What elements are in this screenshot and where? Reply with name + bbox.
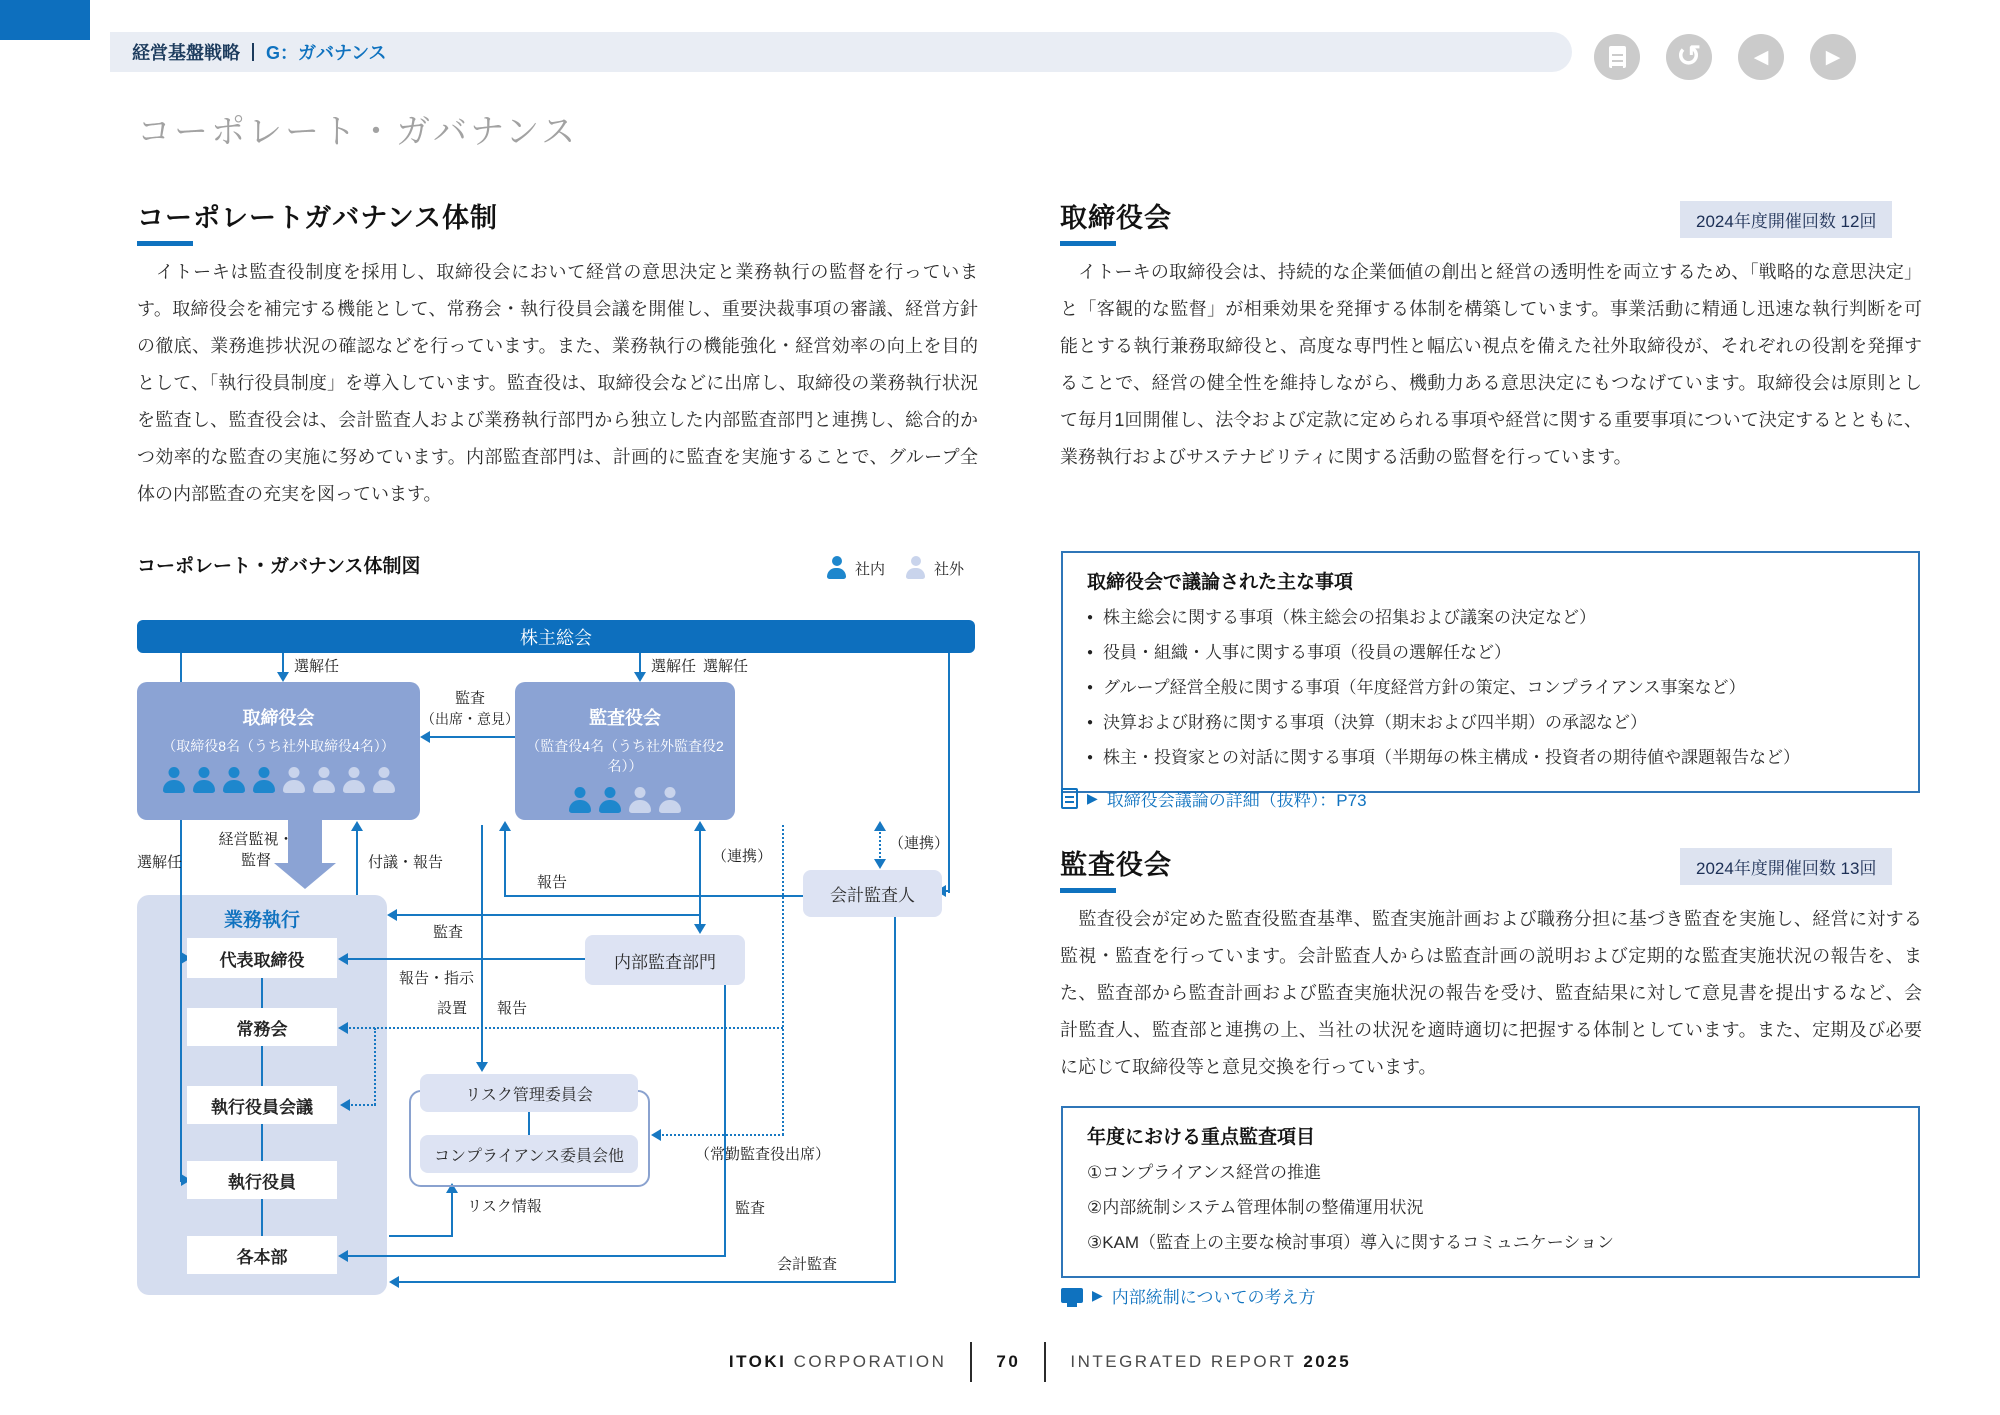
- footer-page-number: 70: [996, 1352, 1021, 1371]
- dashed-connector-line: [374, 1028, 376, 1105]
- footer-report-name: INTEGRATED REPORT: [1070, 1352, 1297, 1371]
- board-discussion-link[interactable]: [1061, 786, 1367, 811]
- report-label: 報告: [497, 1000, 528, 1017]
- breadcrumb: [110, 32, 1572, 72]
- link-arrow-icon: ▶: [1087, 790, 1098, 806]
- dashed-connector-line: [782, 825, 784, 1135]
- connector-line: [481, 825, 483, 1069]
- list-item: ①コンプライアンス経営の推進: [1087, 1163, 1322, 1182]
- connector-line: [724, 985, 726, 1257]
- executive-officers-meeting-node: 執行役員会議: [187, 1086, 337, 1124]
- report-instruct-label: 報告・指示: [399, 970, 475, 987]
- board-paragraph: イトーキの取締役会は、持続的な企業価値の創出と経営の透明性を両立するため、「戦略的な意思決定」と「客観的な監督」が相乗効果を発揮する体制を構築しています。事業活動に精通し迅速な執行判断を可能とする執行兼務取締役と、高度な専門性と幅広い視点を備えた社外取締役が、それぞれの役割を発揮することで、経営の健全性を維持しながら、機動力ある意思決定にもつなげています。取締役会は原則として毎月1回開催し、法令および定款に定められる事項や経営に関する重要事項について決定するとともに、業務執行およびサステナビリティに関する活動の監督を行っています。: [1060, 262, 1922, 467]
- election-label: 選解任: [294, 658, 340, 675]
- connector-line: [261, 1046, 263, 1086]
- cooperation-label: （連携）: [889, 835, 950, 852]
- election-label: 選解任: [137, 854, 183, 871]
- external-person-icon: [905, 556, 926, 579]
- governance-diagram: [137, 585, 979, 1315]
- legend-internal-label: 社内: [855, 561, 886, 578]
- connector-line: [451, 1188, 453, 1237]
- board-node-title: 取締役会: [242, 708, 315, 728]
- board-members-icons: [137, 767, 420, 793]
- connector-arrow: [389, 1276, 399, 1288]
- list-item: ● グループ経営全般に関する事項（年度経営方針の策定、コンプライアンス事案など）: [1087, 670, 1894, 705]
- oversight-line1: 経営監視・: [218, 831, 294, 848]
- setup-label: 設置: [437, 1000, 468, 1017]
- list-item: ②内部統制システム管理体制の整備運用状況: [1087, 1198, 1424, 1217]
- footer-company-rest: CORPORATION: [793, 1352, 947, 1371]
- footer-company: [729, 1352, 947, 1372]
- connector-arrow: [651, 1129, 661, 1141]
- election-label: 選解任: [651, 658, 697, 675]
- connector-line: [393, 1281, 896, 1283]
- section-title-board: 取締役会: [1060, 203, 1172, 233]
- external-person-icon: [658, 787, 682, 813]
- audit-board-node: [515, 682, 735, 820]
- connector-arrow: [351, 821, 363, 831]
- audit-paragraph: 監査役会が定めた監査役監査基準、監査実施計画および職務分担に基づき監査を実施し、経営に対する監視・監査を行っています。会計監査人からは監査計画の説明および定期的な監査実施状況の報告を、また、監査部から監査計画および監査実施状況の報告を受け、監査結果に対して意見書を提出するなど、会計監査人、監査部と連携の上、当社の状況を適時適切に把握する体制としています。また、定期及び必要に応じて取締役等と意見交換を行っています。: [1060, 909, 1922, 1077]
- standing-auditor-label: （常勤監査役出席）: [695, 1146, 831, 1163]
- connector-arrow: [476, 1062, 488, 1072]
- connector-line: [948, 653, 950, 893]
- internal-person-icon: [598, 787, 622, 813]
- document-icon: [1609, 46, 1626, 68]
- external-person-icon: [372, 767, 396, 793]
- connector-arrow: [694, 821, 706, 831]
- section-underline: [137, 241, 193, 246]
- connector-line: [261, 1199, 263, 1236]
- board-topics-box: [1061, 551, 1920, 793]
- accounting-auditor-node: 会計監査人: [803, 870, 942, 917]
- compliance-committee-node: コンプライアンス委員会他: [420, 1135, 638, 1173]
- diagram-legend: [826, 556, 964, 579]
- submission-report-label: 付議・報告: [368, 854, 444, 871]
- list-item: ③KAM（監査上の主要な検討事項）導入に関するコミュニケーション: [1087, 1233, 1615, 1252]
- connector-line: [504, 825, 506, 897]
- list-item: ● 株主・投資家との対話に関する事項（半期毎の株主構成・投資者の期待値や課題報告など）: [1087, 740, 1894, 775]
- breadcrumb-section: 経営基盤戦略: [132, 43, 240, 63]
- legend-external-label: 社外: [934, 561, 965, 578]
- dashed-connector-line: [655, 1134, 784, 1136]
- internal-person-icon: [192, 767, 216, 793]
- audit-label: 監査: [735, 1200, 766, 1217]
- document-icon: [1061, 788, 1078, 809]
- board-topics-list: [1087, 600, 1894, 775]
- footer-company-bold: ITOKI: [728, 1352, 787, 1371]
- dashed-connector-line: [342, 1027, 783, 1029]
- connector-line: [340, 958, 585, 960]
- connector-arrow: [499, 821, 511, 831]
- divisions-node: 各本部: [187, 1236, 337, 1274]
- connector-line: [389, 914, 700, 916]
- internal-control-link[interactable]: [1061, 1283, 1315, 1308]
- footer-divider: [1044, 1342, 1046, 1382]
- connector-line: [356, 825, 358, 895]
- breadcrumb-category: G：ガバナンス: [266, 43, 387, 63]
- audit-label: 監査: [454, 690, 485, 707]
- risk-info-label: リスク情報: [467, 1198, 542, 1215]
- link-arrow-icon: ▶: [1092, 1287, 1103, 1303]
- board-discussion-link-label: 取締役会議論の詳細（抜粋）：P73: [1106, 791, 1367, 810]
- board-of-directors-node: [137, 682, 420, 820]
- governance-structure-paragraph: イトーキは監査役制度を採用し、取締役会において経営の意思決定と業務執行の監督を行っています。取締役会を補完する機能として、常務会・執行役員会議を開催し、重要決裁事項の審議、経営方針の徹底、業務進捗状況の確認などを行っています。また、業務執行の機能強化・経営効率の向上を目的として、「執行役員制度」を導入しています。監査役は、取締役会などに出席し、取締役の業務執行状況を監査し、監査役会は、会計監査人および業務執行部門から独立した内部監査部門と連携し、総合的かつ効率的な監査の実施に努めています。内部監査部門は、計画的に監査を実施することで、グループ全体の内部監査の充実を図っています。: [137, 262, 978, 504]
- previous-page-button[interactable]: [1738, 34, 1784, 80]
- audit-priorities-list: [1087, 1155, 1894, 1260]
- connector-line: [389, 1235, 453, 1237]
- left-triangle-icon: ◀: [1753, 46, 1769, 68]
- board-meetings-count-badge: 2024年度開催回数 12回: [1680, 201, 1892, 238]
- internal-person-icon: [162, 767, 186, 793]
- internal-person-icon: [568, 787, 592, 813]
- internal-audit-node: 内部監査部門: [585, 935, 745, 985]
- undo-icon: ↺: [1676, 40, 1702, 73]
- breadcrumb-divider: [252, 43, 254, 61]
- corner-accent-block: [0, 0, 90, 40]
- connector-line: [342, 1255, 726, 1257]
- management-oversight-label: [197, 828, 315, 870]
- cooperation-label: （連携）: [712, 848, 773, 865]
- internal-person-icon: [252, 767, 276, 793]
- external-person-icon: [628, 787, 652, 813]
- list-item: ● 決算および財務に関する事項（決算（期末および四半期）の承認など）: [1087, 705, 1894, 740]
- page-title: コーポレート・ガバナンス: [137, 113, 579, 151]
- audit-board-node-subtitle: （監査役4名（うち社外監査役2名））: [526, 738, 724, 774]
- audit-board-members-icons: [515, 787, 735, 813]
- audit-meetings-count-badge: 2024年度開催回数 13回: [1680, 848, 1892, 885]
- internal-control-link-label: 内部統制についての考え方: [1111, 1288, 1316, 1307]
- oversight-line2: 監督: [240, 852, 271, 869]
- connector-arrow: [338, 953, 348, 965]
- connector-arrow: [338, 1250, 348, 1262]
- external-person-icon: [282, 767, 306, 793]
- risk-committee-node: リスク管理委員会: [420, 1074, 638, 1112]
- election-label: 選解任: [703, 658, 749, 675]
- section-title-audit-board: 監査役会: [1060, 850, 1172, 880]
- section-title-governance-structure: コーポレートガバナンス体制: [137, 203, 499, 233]
- attend-opinion-label: （出席・意見）: [421, 711, 519, 727]
- list-item: ● 株主総会に関する事項（株主総会の招集および議案の決定など）: [1087, 600, 1894, 635]
- footer-divider: [970, 1342, 972, 1382]
- audit-priorities-box: [1061, 1106, 1920, 1278]
- footer-report: [1070, 1352, 1351, 1372]
- next-page-button[interactable]: [1810, 34, 1856, 80]
- back-button[interactable]: [1666, 34, 1712, 80]
- contents-button[interactable]: [1594, 34, 1640, 80]
- list-item: ● 役員・組織・人事に関する事項（役員の選解任など）: [1087, 635, 1894, 670]
- shareholders-meeting-node: 株主総会: [137, 620, 975, 653]
- right-triangle-icon: ▶: [1825, 46, 1841, 68]
- monitor-icon: [1061, 1288, 1083, 1303]
- board-topics-title: 取締役会で議論された主な事項: [1087, 572, 1354, 593]
- connector-arrow: [277, 672, 289, 682]
- diagram-title: コーポレート・ガバナンス体制図: [137, 556, 421, 577]
- representative-director-node: 代表取締役: [187, 938, 337, 978]
- execution-title: 業務執行: [223, 910, 300, 931]
- audit-label: 監査: [433, 924, 464, 941]
- connector-line: [261, 1124, 263, 1161]
- executive-officers-node: 執行役員: [187, 1161, 337, 1199]
- section-underline: [1060, 241, 1116, 246]
- connector-line: [894, 917, 896, 1283]
- managing-officers-meeting-node: 常務会: [187, 1008, 337, 1046]
- external-person-icon: [342, 767, 366, 793]
- audit-board-node-title: 監査役会: [589, 708, 661, 728]
- board-node-subtitle: （取締役8名（うち社外取締役4名））: [162, 738, 395, 754]
- connector-arrow: [694, 924, 706, 934]
- connector-arrow: [874, 859, 886, 869]
- connector-line: [426, 736, 515, 738]
- connector-arrow: [420, 731, 430, 743]
- footer: [40, 1342, 2000, 1382]
- internal-person-icon: [826, 556, 847, 579]
- connector-arrow: [387, 909, 397, 921]
- connector-arrow: [874, 821, 886, 831]
- connector-line: [528, 1112, 530, 1135]
- audit-priorities-title: 年度における重点監査項目: [1087, 1127, 1316, 1148]
- internal-person-icon: [222, 767, 246, 793]
- section-underline: [1060, 888, 1116, 893]
- external-person-icon: [312, 767, 336, 793]
- connector-arrow: [338, 1022, 348, 1034]
- footer-report-year: 2025: [1303, 1352, 1352, 1371]
- connector-arrow: [634, 672, 646, 682]
- report-label: 報告: [537, 874, 568, 891]
- accounting-audit-label: 会計監査: [777, 1256, 838, 1273]
- connector-line: [504, 895, 803, 897]
- connector-line: [261, 978, 263, 1008]
- connector-arrow: [340, 1099, 350, 1111]
